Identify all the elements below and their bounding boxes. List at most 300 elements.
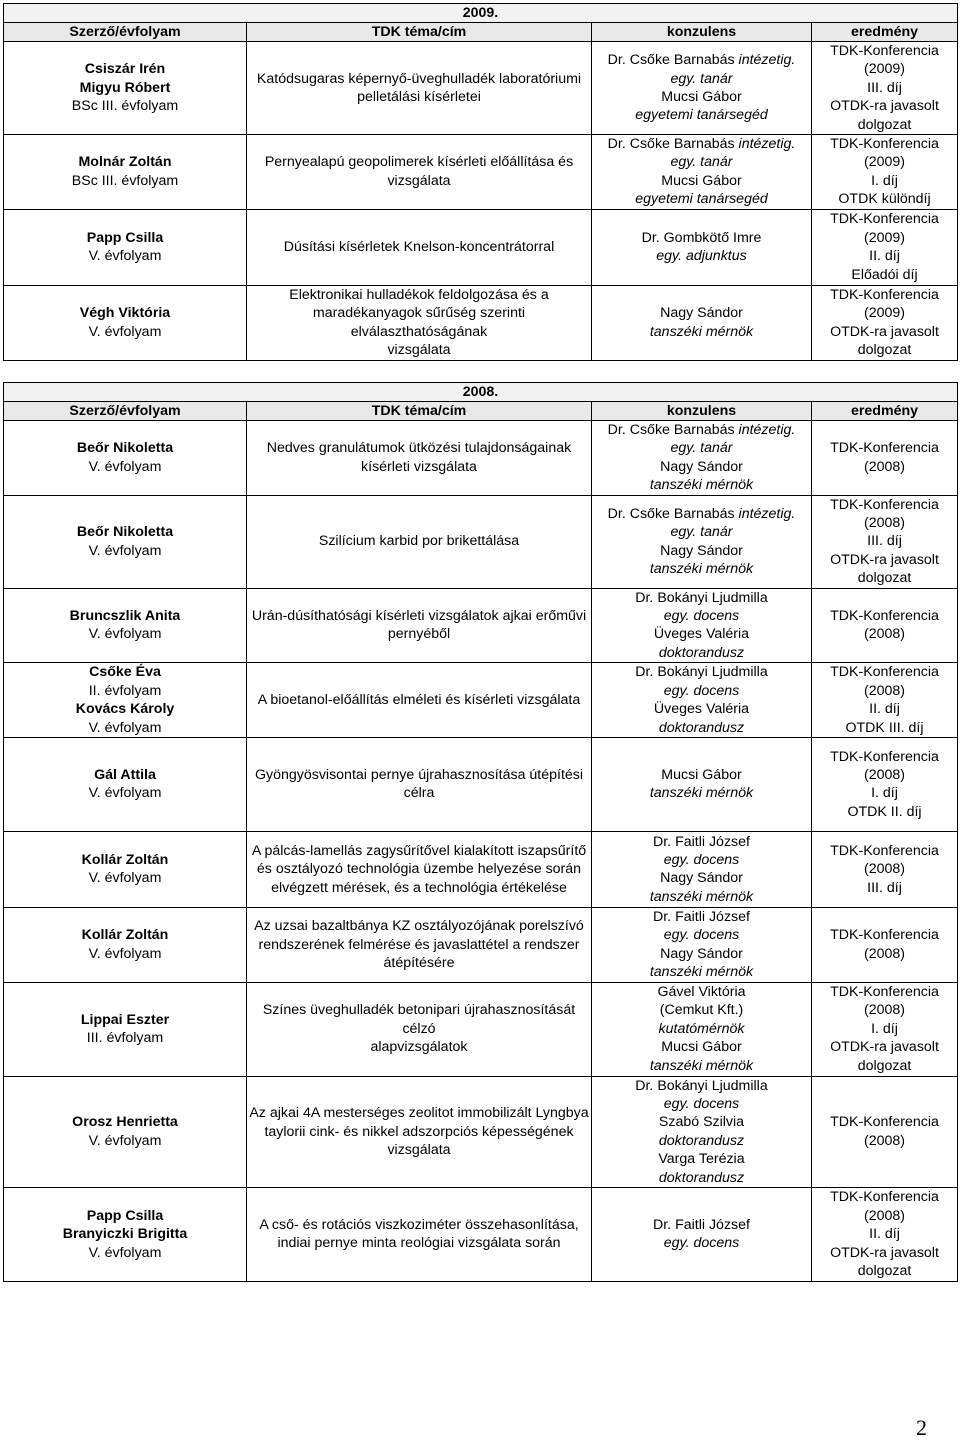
author-name: Kollár Zoltán — [81, 927, 169, 944]
consultant-line — [594, 229, 809, 247]
author-cell — [4, 421, 247, 496]
result-line: (2008) — [864, 1132, 906, 1149]
result-line: TDK-Konferencia — [830, 440, 939, 457]
result-line: TDK-Konferencia — [830, 211, 939, 228]
author-name: Beőr Nikoletta — [76, 440, 174, 457]
result-line: II. díj — [869, 701, 900, 718]
consultant-name: Dr. Bokányi Ljudmilla — [635, 1077, 768, 1094]
consultant-cell — [592, 421, 812, 496]
result-line: OTDK-ra javasolt — [830, 98, 939, 115]
consultant-line — [594, 1150, 809, 1168]
title-cell — [247, 135, 592, 210]
title-cell — [247, 1076, 592, 1187]
author-name: Migyu Róbert — [79, 79, 171, 96]
title-line: elvégzett mérések, és a technológia értékelése — [271, 879, 567, 896]
consultant-line — [594, 833, 809, 851]
table-row — [4, 737, 958, 831]
result-line: II. díj — [869, 1226, 900, 1243]
consultant-name: Üveges Valéria — [653, 701, 750, 718]
consultant-line — [594, 908, 809, 926]
result-line: OTDK-ra javasolt — [830, 1039, 939, 1056]
result-line: dolgozat — [857, 1057, 912, 1074]
author-year: V. évfolyam — [88, 785, 162, 802]
result-line: (2008) — [864, 1207, 906, 1224]
consultant-role: egy. docens — [663, 1095, 740, 1112]
title-line: maradékanyagok sűrűség szerinti elválaszthatóságának — [312, 305, 526, 340]
result-line: OTDK-ra javasolt — [830, 323, 939, 340]
consultant-line — [594, 625, 809, 643]
title-cell — [247, 42, 592, 135]
consultant-line — [594, 1216, 809, 1234]
consultant-name: Dr. Faitli József — [653, 1217, 750, 1234]
author-name: Papp Csilla — [86, 1207, 164, 1224]
consultant-cell — [592, 495, 812, 588]
author-year: V. évfolyam — [88, 248, 162, 265]
column-header: TDK téma/cím — [247, 402, 592, 421]
consultant-name: Dr. Csőke Barnabás — [607, 136, 735, 153]
consultant-role: egy. adjunktus — [656, 248, 747, 265]
result-line: TDK-Konferencia — [830, 1114, 939, 1131]
title-cell — [247, 495, 592, 588]
consultant-name: Dr. Bokányi Ljudmilla — [635, 589, 768, 606]
consultant-name: Üveges Valéria — [653, 626, 750, 643]
title-cell — [247, 831, 592, 907]
consultant-line — [594, 1020, 809, 1038]
title-line: Pernyealapú geopolimerek kísérleti előállítása és — [264, 154, 574, 171]
table-2008-body — [4, 383, 958, 1282]
title-line: taylorii cink- és nikkel adszorpciós képességének — [264, 1123, 574, 1140]
result-line: (2008) — [864, 682, 906, 699]
table-row — [4, 907, 958, 982]
consultant-role: egy. tanár — [670, 524, 733, 541]
title-line: és osztályozó technológia üzembe helyezése során — [256, 861, 582, 878]
year-title: 2009. — [4, 4, 958, 23]
consultant-role: intézetig. — [734, 422, 796, 438]
table-row — [4, 42, 958, 135]
consultant-role: tanszéki mérnök — [649, 785, 754, 802]
author-year: V. évfolyam — [88, 458, 162, 475]
consultant-line — [594, 589, 809, 607]
table-row — [4, 588, 958, 663]
result-line: TDK-Konferencia — [830, 1189, 939, 1206]
title-line: pernyéből — [387, 626, 451, 643]
table-2008 — [3, 382, 958, 1282]
author-year: V. évfolyam — [88, 719, 162, 736]
author-cell — [4, 42, 247, 135]
page-number: 2 — [916, 1415, 927, 1440]
column-header: Szerző/évfolyam — [4, 402, 247, 421]
year-row — [4, 4, 958, 23]
result-line: (2009) — [864, 305, 906, 322]
result-line: I. díj — [871, 172, 898, 189]
consultant-line — [594, 1169, 809, 1187]
consultant-name: Mucsi Gábor — [661, 767, 742, 783]
consultant-name: Dr. Faitli József — [653, 908, 750, 925]
consultant-role: tanszéki mérnök — [649, 561, 754, 578]
author-name: Lippai Eszter — [80, 1011, 170, 1028]
author-name: Bruncszlik Anita — [69, 608, 181, 625]
column-header: konzulens — [592, 23, 812, 42]
title-line: célra — [403, 785, 435, 802]
header-row — [4, 402, 958, 421]
result-cell — [812, 737, 958, 831]
consultant-role: intézetig. — [734, 505, 796, 522]
consultant-line — [594, 304, 809, 322]
author-name: Papp Csilla — [86, 229, 164, 246]
column-header: eredmény — [812, 23, 958, 42]
result-line: TDK-Konferencia — [830, 136, 939, 153]
consultant-line — [594, 505, 809, 523]
result-line: (2008) — [864, 767, 906, 783]
consultant-line — [594, 51, 809, 69]
author-name: Beőr Nikoletta — [76, 524, 174, 541]
consultant-name: Dr. Csőke Barnabás — [607, 52, 735, 69]
consultant-role: egy. docens — [663, 608, 740, 625]
result-line: II. díj — [869, 248, 900, 265]
result-line: TDK-Konferencia — [830, 927, 939, 944]
consultant-name: Dr. Csőke Barnabás — [607, 505, 735, 522]
author-cell — [4, 285, 247, 360]
consultant-line — [594, 607, 809, 625]
result-line: I. díj — [871, 1020, 898, 1037]
consultant-name: Szabó Szilvia — [658, 1114, 745, 1131]
consultant-line — [594, 1038, 809, 1056]
consultant-line — [594, 1077, 809, 1095]
result-cell — [812, 209, 958, 285]
result-cell — [812, 907, 958, 982]
consultant-line — [594, 1057, 809, 1075]
consultant-role: tanszéki mérnök — [649, 323, 754, 340]
result-line: dolgozat — [857, 1263, 912, 1280]
result-cell — [812, 588, 958, 663]
consultant-role: doktorandusz — [658, 1169, 745, 1186]
consultant-cell — [592, 982, 812, 1076]
result-cell — [812, 285, 958, 360]
title-line: kísérleti vizsgálata — [361, 458, 477, 475]
consultant-line — [594, 963, 809, 981]
consultant-line — [594, 70, 809, 88]
title-line: Nedves granulátumok ütközési tulajdonságainak — [266, 440, 572, 457]
result-cell — [812, 1187, 958, 1281]
title-line: vizsgálata — [387, 172, 451, 189]
author-cell — [4, 1076, 247, 1187]
author-year: III. évfolyam — [86, 1030, 164, 1047]
consultant-line — [594, 153, 809, 171]
column-header: TDK téma/cím — [247, 23, 592, 42]
result-line: TDK-Konferencia — [830, 842, 939, 859]
result-line: (2008) — [864, 515, 906, 532]
title-cell — [247, 982, 592, 1076]
consultant-line — [594, 190, 809, 208]
consultant-cell — [592, 663, 812, 738]
title-line: Az uzsai bazaltbánya KZ osztályozójának porelszívó — [254, 918, 584, 935]
consultant-line — [594, 560, 809, 578]
consultant-role: egyetemi tanársegéd — [635, 191, 768, 208]
author-cell — [4, 663, 247, 738]
result-cell — [812, 421, 958, 496]
consultant-name: Dr. Gombkötő Imre — [641, 229, 762, 246]
table-row — [4, 495, 958, 588]
consultant-line — [594, 983, 809, 1001]
title-line: Dúsítási kísérletek Knelson-koncentrátorral — [283, 238, 555, 255]
consultant-name: Nagy Sándor — [660, 305, 743, 322]
consultant-name: Mucsi Gábor — [661, 89, 742, 106]
result-line: (2008) — [864, 861, 906, 878]
table-row — [4, 1187, 958, 1281]
author-year: V. évfolyam — [88, 542, 162, 559]
result-cell — [812, 831, 958, 907]
result-line: (2008) — [864, 458, 906, 475]
title-line: Katódsugaras képernyő-üveghulladék laboratóriumi — [256, 70, 582, 87]
author-name: Orosz Henrietta — [72, 1114, 178, 1131]
title-line: átépítésére — [383, 954, 455, 971]
consultant-cell — [592, 42, 812, 135]
consultant-line — [594, 135, 809, 153]
consultant-name: Dr. Bokányi Ljudmilla — [635, 664, 768, 681]
result-line: TDK-Konferencia — [830, 286, 939, 303]
result-line: III. díj — [867, 533, 902, 550]
result-line: (2008) — [864, 945, 906, 962]
consultant-cell — [592, 1076, 812, 1187]
consultant-role: intézetig. — [734, 136, 796, 153]
consultant-name: Nagy Sándor — [660, 945, 743, 962]
title-line: vizsgálata — [387, 1141, 451, 1158]
consultant-name: Varga Terézia — [658, 1151, 745, 1168]
table-2009-body — [4, 4, 958, 361]
title-line: vizsgálata — [387, 342, 451, 359]
consultant-role: egy. docens — [663, 927, 740, 944]
header-row — [4, 23, 958, 42]
title-line: Szilícium karbid por brikettálása — [318, 533, 520, 550]
table-row — [4, 209, 958, 285]
consultant-line — [594, 439, 809, 457]
consultant-name: Mucsi Gábor — [661, 1039, 742, 1056]
result-line: OTDK II. díj — [847, 803, 922, 820]
result-cell — [812, 135, 958, 210]
consultant-line — [594, 888, 809, 906]
consultant-line — [594, 523, 809, 541]
title-cell — [247, 1187, 592, 1281]
year-row — [4, 383, 958, 402]
consultant-line — [594, 542, 809, 560]
consultant-cell — [592, 737, 812, 831]
author-year: V. évfolyam — [88, 945, 162, 962]
consultant-line — [594, 682, 809, 700]
consultant-line — [594, 323, 809, 341]
consultant-line — [594, 1095, 809, 1113]
title-line: Elektronikai hulladékok feldolgozása és a — [289, 286, 549, 303]
author-year: BSc III. évfolyam — [71, 172, 179, 189]
title-line: Urán-dúsíthatósági kísérleti vizsgálatok ajkai erőművi — [251, 608, 587, 625]
consultant-name: Mucsi Gábor — [661, 172, 742, 189]
author-name: Gál Attila — [94, 767, 156, 783]
result-line: (2009) — [864, 154, 906, 171]
consultant-line — [594, 766, 809, 784]
consultant-line — [594, 1001, 809, 1019]
consultant-line — [594, 700, 809, 718]
author-cell — [4, 1187, 247, 1281]
result-line: TDK-Konferencia — [830, 43, 939, 59]
result-line: (2009) — [864, 229, 906, 246]
consultant-line — [594, 1132, 809, 1150]
consultant-role: tanszéki mérnök — [649, 888, 754, 905]
table-row — [4, 135, 958, 210]
author-name: Kovács Károly — [75, 701, 175, 718]
consultant-name: Nagy Sándor — [660, 542, 743, 559]
consultant-name: (Cemkut Kft.) — [659, 1002, 744, 1019]
consultant-line — [594, 421, 809, 439]
title-cell — [247, 209, 592, 285]
result-cell — [812, 42, 958, 135]
consultant-line — [594, 851, 809, 869]
consultant-role: tanszéki mérnök — [649, 477, 754, 494]
title-line: Színes üveghulladék betonipari újrahasznosítását célzó — [262, 1002, 576, 1037]
title-cell — [247, 663, 592, 738]
title-cell — [247, 737, 592, 831]
consultant-role: kutatómérnök — [658, 1020, 745, 1037]
result-line: TDK-Konferencia — [830, 664, 939, 681]
author-cell — [4, 209, 247, 285]
result-cell — [812, 495, 958, 588]
result-line: TDK-Konferencia — [830, 496, 939, 513]
consultant-cell — [592, 1187, 812, 1281]
consultant-line — [594, 644, 809, 662]
consultant-cell — [592, 831, 812, 907]
title-line: rendszerének felmérése és javaslattétel a rendszer — [258, 936, 580, 953]
result-line: (2008) — [864, 626, 906, 643]
column-header: Szerző/évfolyam — [4, 23, 247, 42]
consultant-cell — [592, 588, 812, 663]
consultant-line — [594, 106, 809, 124]
table-row — [4, 982, 958, 1076]
author-year: II. évfolyam — [88, 682, 162, 699]
author-name: Csőke Éva — [89, 664, 161, 681]
author-year: V. évfolyam — [88, 626, 162, 643]
author-cell — [4, 831, 247, 907]
title-cell — [247, 285, 592, 360]
consultant-name: Nagy Sándor — [660, 458, 743, 475]
consultant-role: tanszéki mérnök — [649, 1057, 754, 1074]
title-line: A bioetanol-előállítás elméleti és kísérleti vizsgálata — [257, 691, 581, 708]
consultant-role: egy. docens — [663, 852, 740, 868]
result-line: OTDK különdíj — [838, 191, 931, 208]
author-year: V. évfolyam — [88, 870, 162, 887]
consultant-cell — [592, 209, 812, 285]
consultant-cell — [592, 135, 812, 210]
result-line: dolgozat — [857, 570, 912, 587]
table-2009 — [3, 3, 958, 361]
consultant-role: tanszéki mérnök — [649, 964, 754, 981]
consultant-line — [594, 247, 809, 265]
title-line: pelletálási kísérletei — [357, 89, 481, 106]
author-cell — [4, 907, 247, 982]
table-row — [4, 831, 958, 907]
author-cell — [4, 588, 247, 663]
consultant-role: intézetig. — [734, 52, 796, 69]
consultant-role: egyetemi tanársegéd — [635, 107, 768, 124]
author-year: V. évfolyam — [88, 323, 162, 340]
author-name: Csiszár Irén — [84, 61, 166, 78]
consultant-role: doktorandusz — [658, 644, 745, 661]
author-year: V. évfolyam — [88, 1132, 162, 1149]
author-cell — [4, 737, 247, 831]
consultant-line — [594, 869, 809, 887]
consultant-role: egy. docens — [663, 1235, 740, 1252]
author-name: Branyiczki Brigitta — [62, 1226, 188, 1243]
consultant-cell — [592, 285, 812, 360]
author-name: Végh Viktória — [79, 305, 171, 322]
consultant-line — [594, 476, 809, 494]
consultant-role: doktorandusz — [658, 1132, 745, 1149]
table-row — [4, 421, 958, 496]
consultant-role: egy. docens — [663, 682, 740, 699]
result-line: I. díj — [871, 785, 898, 802]
title-line: A pálcás-lamellás zagysűrítővel kialakított iszapsűrítő — [251, 842, 587, 859]
result-line: dolgozat — [857, 342, 912, 359]
consultant-line — [594, 172, 809, 190]
title-cell — [247, 907, 592, 982]
consultant-line — [594, 663, 809, 681]
column-header: konzulens — [592, 402, 812, 421]
result-cell — [812, 663, 958, 738]
title-line: Az ajkai 4A mesterséges zeolitot immobilizált Lyngbya — [249, 1105, 589, 1122]
table-row — [4, 663, 958, 738]
result-line: (2009) — [864, 61, 906, 78]
result-line: OTDK-ra javasolt — [830, 1244, 939, 1261]
result-cell — [812, 1076, 958, 1187]
consultant-line — [594, 88, 809, 106]
title-cell — [247, 421, 592, 496]
title-line: alapvizsgálatok — [370, 1039, 468, 1056]
author-cell — [4, 135, 247, 210]
consultant-line — [594, 1113, 809, 1131]
consultant-role: egy. tanár — [670, 70, 733, 87]
consultant-name: Nagy Sándor — [660, 870, 743, 887]
result-line: TDK-Konferencia — [830, 608, 939, 625]
consultant-role: doktorandusz — [658, 719, 745, 736]
consultant-name: Dr. Csőke Barnabás — [607, 422, 735, 438]
title-line: Gyöngyösvisontai pernye újrahasznosítása útépítési — [254, 767, 584, 783]
title-line: A cső- és rotációs viszkoziméter összehasonlítása, — [259, 1217, 579, 1234]
column-header: eredmény — [812, 402, 958, 421]
result-line: dolgozat — [857, 116, 912, 133]
consultant-line — [594, 784, 809, 802]
consultant-name: Dr. Faitli József — [653, 833, 750, 850]
result-line: TDK-Konferencia — [830, 984, 939, 1001]
result-line: OTDK-ra javasolt — [830, 551, 939, 568]
consultant-role: egy. tanár — [670, 440, 733, 457]
result-line: III. díj — [867, 79, 902, 96]
table-row — [4, 1076, 958, 1187]
author-cell — [4, 495, 247, 588]
author-year: V. évfolyam — [88, 1244, 162, 1261]
consultant-line — [594, 1234, 809, 1252]
consultant-line — [594, 926, 809, 944]
consultant-line — [594, 458, 809, 476]
consultant-role: egy. tanár — [670, 154, 733, 171]
consultant-cell — [592, 907, 812, 982]
author-cell — [4, 982, 247, 1076]
result-cell — [812, 982, 958, 1076]
author-name: Molnár Zoltán — [78, 154, 172, 171]
result-line: TDK-Konferencia — [830, 748, 939, 765]
result-line: Előadói díj — [851, 266, 918, 283]
consultant-name: Gável Viktória — [657, 984, 746, 1001]
consultant-line — [594, 719, 809, 737]
consultant-line — [594, 945, 809, 963]
author-year: BSc III. évfolyam — [71, 98, 179, 115]
year-title: 2008. — [4, 383, 958, 402]
